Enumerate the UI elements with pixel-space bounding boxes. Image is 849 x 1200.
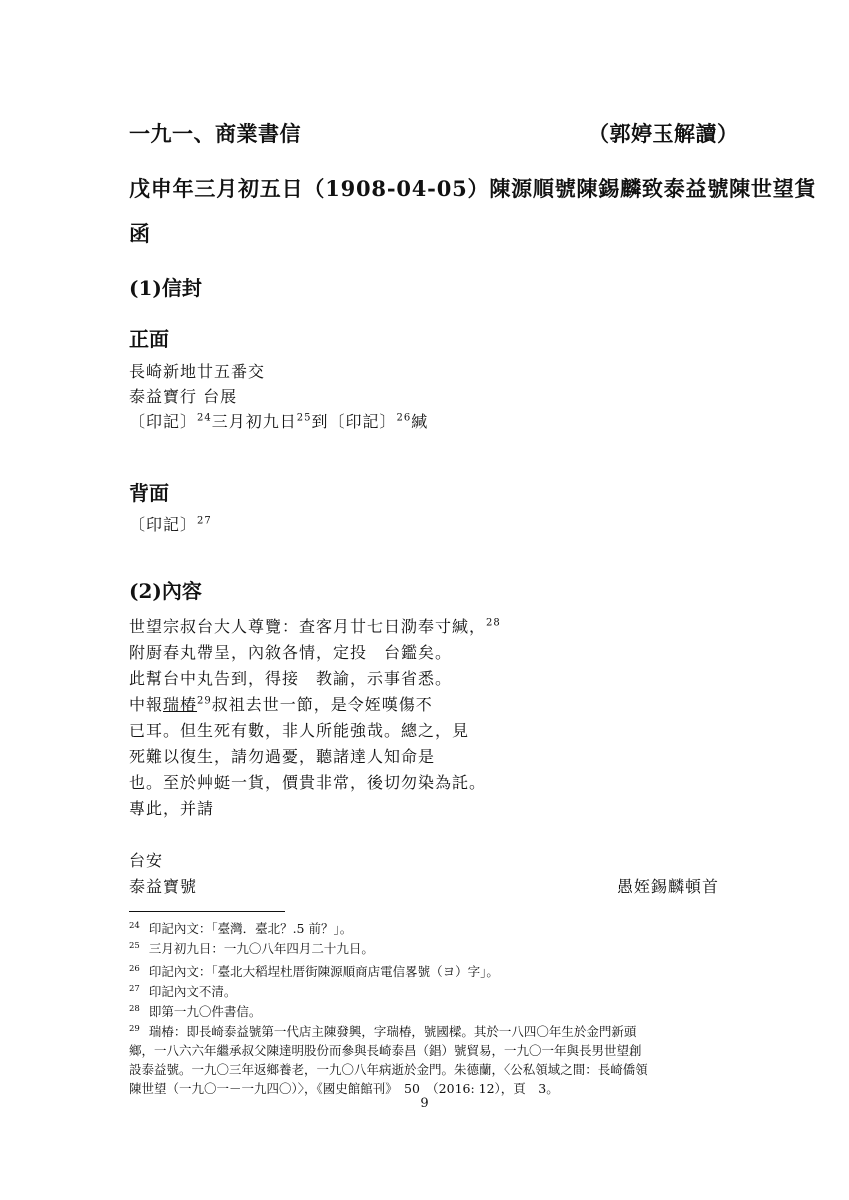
footnote-27 (129, 982, 236, 1001)
footnote-ref-26: 26 (396, 412, 412, 424)
content-line-6: 死難以復生，請勿過憂，聽諸達人知命是 (129, 747, 436, 766)
front-line-3-d: 緘 (411, 412, 429, 431)
footnote-ref-24: 24 (197, 412, 212, 424)
content-heading: (2)內容 (129, 579, 202, 603)
footnote-separator (129, 911, 285, 912)
letter-subtitle-line1: 戊申年三月初五日（1908-04-05）陳源順號陳錫麟致泰益號陳世望貨 (129, 176, 817, 201)
footnote-28 (129, 1002, 261, 1021)
footnote-ref-29: 29 (197, 695, 212, 707)
footnote-text: 印記內文不清。 (148, 984, 237, 999)
signature: 愚姪錫麟頓首 (617, 877, 720, 896)
content-line-4 (129, 693, 433, 717)
back-line-1-text: 〔印記〕 (129, 515, 198, 534)
content-line-1 (129, 615, 501, 639)
footnote-24 (129, 919, 352, 938)
footnote-number: 24 (129, 920, 140, 931)
front-line-3-b: 三月初九日 (211, 412, 297, 431)
addressee: 泰益寶號 (129, 877, 198, 896)
page-number: 9 (420, 1096, 429, 1111)
footnote-25 (129, 939, 374, 958)
footnote-29-cont-1: 鄉，一八六六年繼承叔父陳達明股份而參與長崎泰昌（錩）號貿易，一九〇一年與長男世望創 (129, 1043, 642, 1058)
footnote-text: 即第一九〇件書信。 (148, 1004, 262, 1019)
footnote-26 (129, 962, 499, 981)
content-line-4-a: 中報 (129, 695, 164, 714)
footnote-text: 印記內文：「臺灣．臺北？.5 前？」。 (148, 921, 353, 936)
front-line-3 (129, 410, 428, 434)
footnote-ref-27: 27 (197, 515, 212, 527)
content-line-3: 此幫台中丸告到，得接 教諭，示事省悉。 (129, 669, 453, 688)
content-line-7: 也。至於艸蜓一貨，價貴非常，後切勿染為託。 (129, 773, 487, 792)
back-heading: 背面 (129, 481, 169, 505)
front-line-1: 長崎新地廿五番交 (129, 362, 266, 381)
footnote-number: 29 (129, 1023, 140, 1034)
content-line-2: 附㕑春丸帶呈，內敘各情，定投 台鑑矣。 (129, 643, 453, 662)
content-line-4-b: 叔祖去世一節，是令姪嘆傷不 (211, 695, 433, 714)
footnote-29-cont-3: 陳世望（一九〇一－一九四〇）〉，《國史館館刊》 50 （2016: 12），頁 3。 (129, 1081, 559, 1096)
letter-subtitle-line2: 函 (129, 221, 151, 246)
footnote-29-cont-2: 設泰益號。一九〇三年返鄉養老，一九〇八年病逝於金門。朱德蘭，〈公私領域之間：長崎僑領 (129, 1062, 648, 1077)
front-heading: 正面 (129, 327, 169, 351)
front-line-2: 泰益寶行 台展 (129, 387, 238, 406)
closing-salutation: 台安 (129, 851, 164, 870)
footnote-number: 25 (129, 940, 140, 951)
content-line-1-text: 世望宗叔台大人尊覽：查客月廿七日泐奉寸緘， (129, 617, 487, 636)
footnote-text: 三月初九日：一九〇八年四月二十九日。 (148, 941, 374, 956)
front-line-3-a: 〔印記〕 (129, 412, 198, 431)
content-line-5: 已耳。但生死有數，非人所能強哉。總之，見 (129, 721, 470, 740)
content-line-8: 專此，并請 (129, 799, 215, 818)
envelope-heading: (1)信封 (129, 276, 202, 300)
footnote-ref-28: 28 (486, 617, 501, 629)
footnote-number: 27 (129, 983, 140, 994)
back-line-1 (129, 513, 212, 537)
footnote-text: 印記內文：「臺北大稻埕杜厝街陳源順商店電信畧號（ヨ）字」。 (148, 964, 499, 979)
footnote-number: 26 (129, 963, 140, 974)
front-line-3-c: 到〔印記〕 (311, 412, 397, 431)
footnote-ref-25: 25 (296, 412, 312, 424)
underlined-name: 瑞椿 (163, 695, 198, 714)
footnote-29 (129, 1022, 636, 1041)
footnote-number: 28 (129, 1003, 140, 1014)
interpreter-credit: （郭婷玉解讀） (588, 121, 739, 146)
footnote-text: 瑞椿：即長崎泰益號第一代店主陳發興，字瑞椿，號國樑。其於一八四〇年生於金門新頭 (148, 1024, 637, 1039)
section-title: 一九一、商業書信 (129, 121, 301, 146)
